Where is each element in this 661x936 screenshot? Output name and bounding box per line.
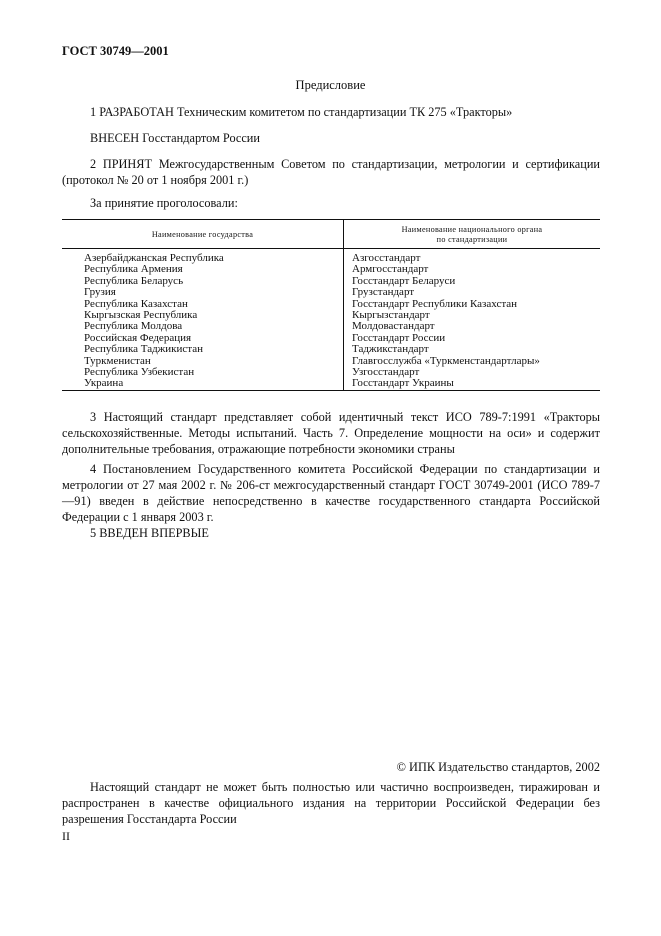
state-cell: Азербайджанская Республика — [84, 252, 224, 264]
state-cell: Республика Узбекистан — [84, 366, 195, 379]
document-code: ГОСТ 30749—2001 — [62, 44, 169, 58]
paragraph-developed: 1 РАЗРАБОТАН Техническим комитетом по стандартизации ТК 275 «Тракторы» — [90, 105, 513, 119]
state-cell: Республика Молдова — [84, 320, 183, 333]
table-body-row — [62, 249, 600, 391]
organ-cell: Грузстандарт — [352, 286, 415, 299]
organ-cell: Главгосслужба «Туркменстандартлары» — [352, 354, 540, 367]
state-cell: Республика Армения — [84, 263, 183, 276]
copyright-notice: © ИПК Издательство стандартов, 2002 — [396, 760, 600, 774]
column-header-organ-line2: по стандартизации — [436, 235, 508, 244]
organ-cell: Госстандарт Украины — [352, 377, 454, 390]
paragraph-identical-text: 3 Настоящий стандарт представляет собой идентичный текст ИСО 789-7:1991 «Тракторы сельскохозяйственные. Методы испытаний. Часть 7. Определение мощности на оси» и содержит дополнительные требования, отражающие потребности экономики страны — [62, 410, 600, 456]
organ-cell: Молдовастандарт — [352, 320, 435, 333]
page-number: II — [62, 829, 70, 843]
state-cell: Украина — [84, 377, 124, 390]
organ-cell: Госстандарт России — [352, 331, 446, 344]
paragraph-resolution: 4 Постановлением Государственного комитета Российской Федерации по стандартизации и метрологии от 27 мая 2002 г. № 206-ст межгосударственный стандарт ГОСТ 30749-2001 (ИСО 789-7—91) введен в действие непосредственно в качестве государственного стандарта Российской Федерации с 1 января 2003 г. — [62, 462, 600, 524]
paragraph-voted: За принятие проголосовали: — [90, 196, 238, 210]
state-cell: Грузия — [84, 286, 116, 299]
state-column — [62, 249, 344, 391]
organ-cell: Таджикстандарт — [352, 343, 429, 356]
voting-table — [62, 219, 600, 391]
paragraph-first-introduced: 5 ВВЕДЕН ВПЕРВЫЕ — [90, 526, 209, 540]
page-title: Предисловие — [295, 78, 366, 92]
state-cell: Республика Таджикистан — [84, 343, 203, 356]
organ-cell: Госстандарт Республики Казахстан — [352, 297, 518, 310]
reproduction-notice: Настоящий стандарт не может быть полностью или частично воспроизведен, тиражирован и распространен в качестве официального издания на территории Российской Федерации без разрешения Госстандарта России — [62, 780, 600, 826]
organ-cell: Азгосстандарт — [352, 252, 421, 264]
state-cell: Республика Беларусь — [84, 274, 184, 287]
organ-cell: Госстандарт Беларуси — [352, 274, 456, 287]
state-cell: Кыргызская Республика — [84, 309, 198, 322]
table-header-row — [62, 220, 600, 249]
organ-cell: Армгосстандарт — [352, 263, 429, 276]
paragraph-adopted: 2 ПРИНЯТ Межгосударственным Советом по стандартизации, метрологии и сертификации (протокол № 20 от 1 ноября 2001 г.) — [62, 157, 600, 187]
state-cell: Российская Федерация — [84, 331, 192, 344]
column-header-state: Наименование государства — [62, 220, 344, 249]
organ-cell: Узгосстандарт — [352, 366, 420, 379]
paragraph-introduced: ВНЕСЕН Госстандартом России — [90, 131, 260, 145]
state-cell: Туркменистан — [84, 354, 151, 367]
organ-column — [344, 249, 601, 391]
column-header-organ — [344, 220, 601, 249]
state-cell: Республика Казахстан — [84, 297, 188, 310]
organ-cell: Кыргызстандарт — [352, 309, 430, 322]
column-header-organ-line1: Наименование национального органа — [401, 225, 543, 234]
